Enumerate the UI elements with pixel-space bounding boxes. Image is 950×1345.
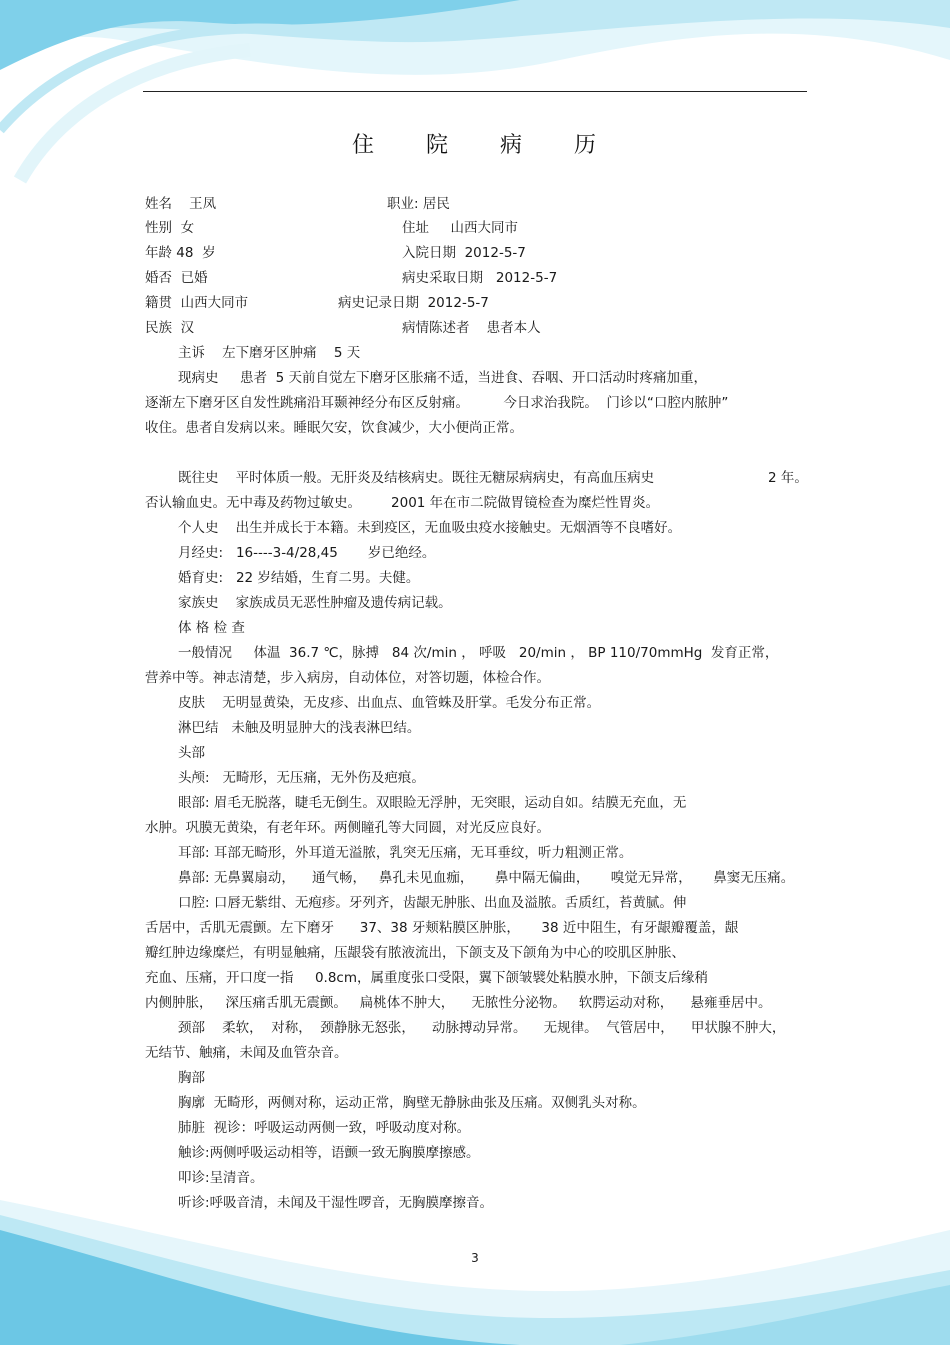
info-history-record-date: 病史记录日期 2012-5-7 bbox=[338, 295, 489, 311]
mouth-line-2: 舌居中，舌肌无震颤。左下磨牙 37、38 牙颊粘膜区肿胀， 38 近中阻生，有牙龈瓣覆盖，龈 bbox=[145, 920, 739, 936]
info-ethnicity: 民族 汉 bbox=[145, 320, 195, 336]
info-admit-date: 入院日期 2012-5-7 bbox=[402, 245, 526, 261]
info-sex: 性别 女 bbox=[145, 220, 195, 236]
chest-heading: 胸部 bbox=[178, 1070, 205, 1086]
present-illness-line-1: 现病史 患者 5 天前自觉左下磨牙区胀痛不适，当进食、吞咽、开口活动时疼痛加重， bbox=[178, 370, 707, 386]
auscultation: 听诊:呼吸音清，未闻及干湿性啰音，无胸膜摩擦音。 bbox=[178, 1195, 494, 1211]
info-name: 姓名 王凤 bbox=[145, 196, 217, 212]
title-char: 院 bbox=[425, 133, 450, 158]
percussion: 叩诊:呈清音。 bbox=[178, 1170, 264, 1186]
present-illness-line-3: 收住。患者自发病以来。睡眠欠安，饮食减少，大小便尚正常。 bbox=[145, 420, 523, 436]
neck-line-2: 无结节、触痛，未闻及血管杂音。 bbox=[145, 1045, 348, 1061]
lymph-nodes: 淋巴结 未触及明显肿大的浅表淋巴结。 bbox=[178, 720, 421, 736]
past-history-line-2: 否认输血史。无中毒及药物过敏史。 2001 年在市二院做胃镜检查为糜烂性胃炎。 bbox=[145, 495, 660, 511]
marital-history: 婚育史: 22 岁结婚，生育二男。夫健。 bbox=[178, 570, 420, 586]
info-job: 职业: 居民 bbox=[387, 196, 450, 212]
title-char: 历 bbox=[574, 133, 599, 158]
page-number: 3 bbox=[471, 1251, 479, 1265]
palpation: 触诊:两侧呼吸运动相等，语颤一致无胸膜摩擦感。 bbox=[178, 1145, 480, 1161]
eyes-line-2: 水肿。巩膜无黄染，有老年环。两侧瞳孔等大同圆，对光反应良好。 bbox=[145, 820, 550, 836]
info-narrator: 病情陈述者 患者本人 bbox=[402, 320, 541, 336]
personal-history: 个人史 出生并成长于本籍。未到疫区，无血吸虫疫水接触史。无烟酒等不良嗜好。 bbox=[178, 520, 682, 536]
info-marital: 婚否 已婚 bbox=[145, 270, 208, 286]
past-history-years: 2 年。 bbox=[768, 470, 808, 486]
exam-heading: 体 格 检 查 bbox=[178, 620, 245, 636]
lungs: 肺脏 视诊：呼吸运动两侧一致，呼吸动度对称。 bbox=[178, 1120, 471, 1136]
eyes-line-1: 眼部: 眉毛无脱落，睫毛无倒生。双眼睑无浮肿，无突眼，运动自如。结膜无充血，无 bbox=[178, 795, 687, 811]
ears: 耳部: 耳部无畸形，外耳道无溢脓，乳突无压痛，无耳垂纹，听力粗测正常。 bbox=[178, 845, 633, 861]
skull: 头颅: 无畸形，无压痛，无外伤及疤痕。 bbox=[178, 770, 425, 786]
mouth-line-1: 口腔: 口唇无紫绀、无疱疹。牙列齐，齿龈无肿胀、出血及溢脓。舌质红，苔黄腻。伸 bbox=[178, 895, 687, 911]
header-rule bbox=[143, 91, 807, 92]
info-history-taken-date: 病史采取日期 2012-5-7 bbox=[402, 270, 558, 286]
past-history-line-1: 既往史 平时体质一般。无肝炎及结核病史。既往无糖尿病病史，有高血压病史 bbox=[178, 470, 655, 486]
general-line-1: 一般情况 体温 36.7 ℃，脉搏 84 次/min ， 呼吸 20/min ， BP 110/70mmHg 发育正常， bbox=[178, 645, 779, 661]
neck-line-1: 颈部 柔软， 对称， 颈静脉无怒张， 动脉搏动异常。 无规律。 气管居中， 甲状腺不肿大， bbox=[178, 1020, 786, 1036]
chief-complaint: 主诉 左下磨牙区肿痛 5 天 bbox=[178, 345, 361, 361]
present-illness-line-2: 逐渐左下磨牙区自发性跳痛沿耳颞神经分布区反射痛。 今日求治我院。 门诊以“口腔内脓肿” bbox=[145, 395, 729, 411]
info-address: 住址 山西大同市 bbox=[402, 220, 518, 236]
mouth-line-5: 内侧肿胀， 深压痛舌肌无震颤。 扁桃体不肿大， 无脓性分泌物。 软腭运动对称， 悬雍垂居中。 bbox=[145, 995, 772, 1011]
thorax: 胸廓 无畸形，两侧对称，运动正常，胸壁无静脉曲张及压痛。双侧乳头对称。 bbox=[178, 1095, 646, 1111]
general-line-2: 营养中等。神志清楚，步入病房，自动体位，对答切题，体检合作。 bbox=[145, 670, 550, 686]
info-origin: 籍贯 山西大同市 bbox=[145, 295, 249, 311]
info-age: 年龄 48 岁 bbox=[145, 245, 216, 261]
family-history: 家族史 家族成员无恶性肿瘤及遗传病记载。 bbox=[178, 595, 452, 611]
mouth-line-4: 充血、压痛，开口度一指 0.8cm，属重度张口受限，翼下颌皱襞处粘膜水肿，下颌支后缘稍 bbox=[145, 970, 708, 986]
title-char: 住 bbox=[351, 133, 376, 158]
page-title bbox=[0, 128, 950, 159]
head-heading: 头部 bbox=[178, 745, 205, 761]
nose: 鼻部: 无鼻翼扇动， 通气畅， 鼻孔未见血痂， 鼻中隔无偏曲， 嗅觉无异常， 鼻窦无压痛。 bbox=[178, 870, 795, 886]
menstrual-history: 月经史: 16----3-4/28,45 岁已绝经。 bbox=[178, 545, 436, 561]
skin: 皮肤 无明显黄染，无皮疹、出血点、血管蛛及肝掌。毛发分布正常。 bbox=[178, 695, 601, 711]
mouth-line-3: 瓣红肿边缘糜烂，有明显触痛，压龈袋有脓液流出，下颌支及下颌角为中心的咬肌区肿胀、 bbox=[145, 945, 685, 961]
title-char: 病 bbox=[500, 133, 525, 158]
